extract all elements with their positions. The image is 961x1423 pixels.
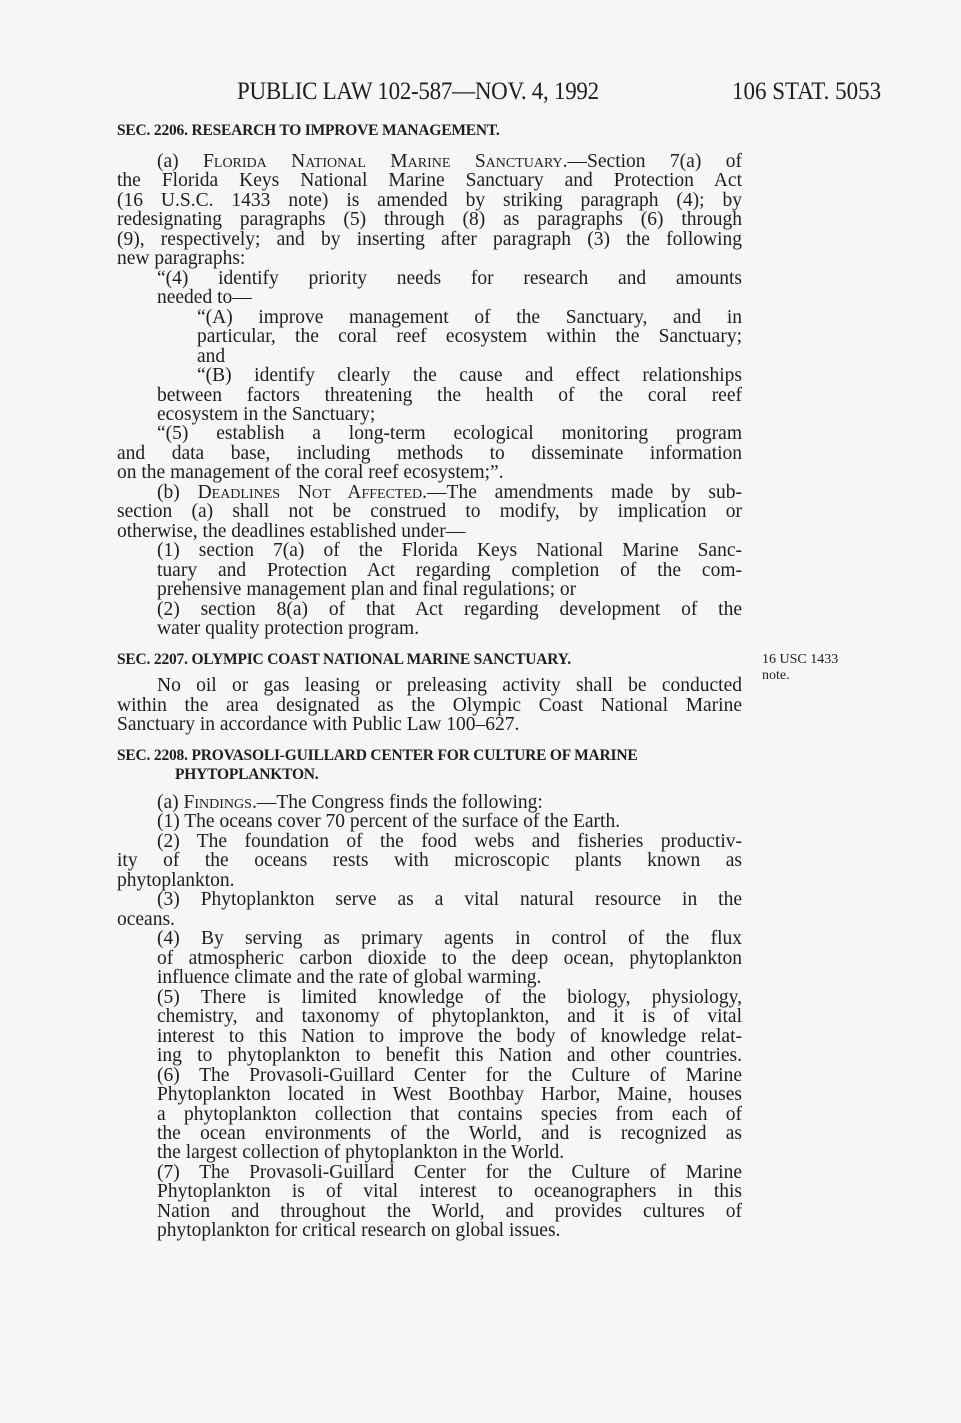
text-line: (1) The oceans cover 70 percent of the surface of the Earth. [157,811,621,833]
text-line: (4) By serving as primary agents in control of the flux [157,928,742,950]
text-line: “(5) establish a long-term ecological monitoring program [157,423,742,445]
text-line: and data base, including methods to disseminate information [117,442,742,464]
text-line: Sanctuary in accordance with Public Law 100–627. [117,714,520,735]
text-line: and [197,345,226,367]
text-line: water quality protection program. [157,618,420,640]
text-line: No oil or gas leasing or preleasing activity shall be conducted [157,675,742,696]
text-line: section (a) shall not be construed to modify, by implication or [117,501,742,523]
text-line: needed to— [157,287,252,309]
section-heading-2206: SEC. 2206. RESEARCH TO IMPROVE MANAGEMENT. [117,122,500,139]
text-line: between factors threatening the health of the coral reef [157,384,742,406]
margin-note-line: note. [762,668,790,683]
section-heading-2208-cont: PHYTOPLANKTON. [175,766,319,783]
text-line: tuary and Protection Act regarding completion of the com- [157,559,742,581]
text-line: (7) The Provasoli-Guillard Center for the Culture of Marine [157,1161,742,1183]
text-fragment: .—The amendments made by sub- [422,481,742,503]
text-line: ity of the oceans rests with microscopic plants known as [117,850,742,872]
text-line: ing to phytoplankton to benefit this Nation and other countries. [157,1045,742,1067]
section-heading-2208: SEC. 2208. PROVASOLI-GUILLARD CENTER FOR CULTURE OF MARINE [117,747,638,764]
text-fragment: (b) [157,481,198,503]
subsection-heading: Deadlines Not Affected [197,481,423,503]
text-line: new paragraphs: [117,248,246,270]
text-line: (1) section 7(a) of the Florida Keys National Marine Sanc- [157,540,742,562]
text-line: (2) The foundation of the food webs and fisheries productiv- [157,830,742,852]
subsection-heading: Florida National Marine Sanctuary [203,151,563,172]
text-line: (3) Phytoplankton serve as a vital natural resource in the [157,889,742,911]
text-line: (2) section 8(a) of that Act regarding development of the [157,598,742,620]
text-line: on the management of the coral reef ecosystem;”. [117,462,504,484]
text-line: the Florida Keys National Marine Sanctuary and Protection Act [117,170,742,192]
running-header-title: PUBLIC LAW 102-587—NOV. 4, 1992 [237,78,599,105]
text-line: otherwise, the deadlines established under— [117,520,466,542]
text-line [157,793,742,813]
text-line: (16 U.S.C. 1433 note) is amended by striking paragraph (4); by [117,189,742,211]
text-line: interest to this Nation to improve the body of knowledge relat- [157,1025,742,1047]
text-line: Phytoplankton is of vital interest to oceanographers in this [157,1181,742,1203]
text-line: (9), respectively; and by inserting after paragraph (3) the following [117,228,742,250]
text-line: Phytoplankton located in West Boothbay Harbor, Maine, houses [157,1084,742,1106]
text-line: redesignating paragraphs (5) through (8) as paragraphs (6) through [117,209,742,231]
text-line: particular, the coral reef ecosystem within the Sanctuary; [197,326,742,348]
text-line: prehensive management plan and final regulations; or [157,579,577,601]
text-line: “(B) identify clearly the cause and effect relationships [197,365,742,387]
text-line: phytoplankton. [117,869,235,891]
text-fragment: (a) [157,151,204,172]
text-line: phytoplankton for critical research on global issues. [157,1220,561,1242]
text-line: Nation and throughout the World, and provides cultures of [157,1200,742,1222]
text-line: “(4) identify priority needs for research and amounts [157,267,742,289]
text-line: “(A) improve management of the Sanctuary, and in [197,306,742,328]
text-line: within the area designated as the Olympic Coast National Marine [117,694,742,716]
text-line: ecosystem in the Sanctuary; [157,403,376,425]
text-fragment: (a) [157,792,184,813]
margin-note-line: 16 USC 1433 [762,652,839,667]
text-line: the largest collection of phytoplankton in the World. [157,1142,565,1164]
subsection-heading: Findings [183,792,252,813]
page-number: 106 STAT. 5053 [732,78,882,105]
text-line: (6) The Provasoli-Guillard Center for the Culture of Marine [157,1064,742,1086]
text-line: of atmospheric carbon dioxide to the deep ocean, phytoplankton [157,947,742,969]
text-line [157,152,742,172]
text-line: the ocean environments of the World, and is recognized as [157,1122,742,1144]
text-line: influence climate and the rate of global warming. [157,967,542,989]
text-line: (5) There is limited knowledge of the biology, physiology, [157,986,742,1008]
text-fragment: .—The Congress finds the following: [251,792,543,813]
text-line [157,483,742,503]
section-heading-2207: SEC. 2207. OLYMPIC COAST NATIONAL MARINE SANCTUARY. [117,651,571,668]
text-fragment: .—Section 7(a) of [562,151,742,172]
text-line: chemistry, and taxonomy of phytoplankton, and it is of vital [157,1006,742,1028]
text-line: oceans. [117,908,175,930]
text-line: a phytoplankton collection that contains species from each of [157,1103,742,1125]
